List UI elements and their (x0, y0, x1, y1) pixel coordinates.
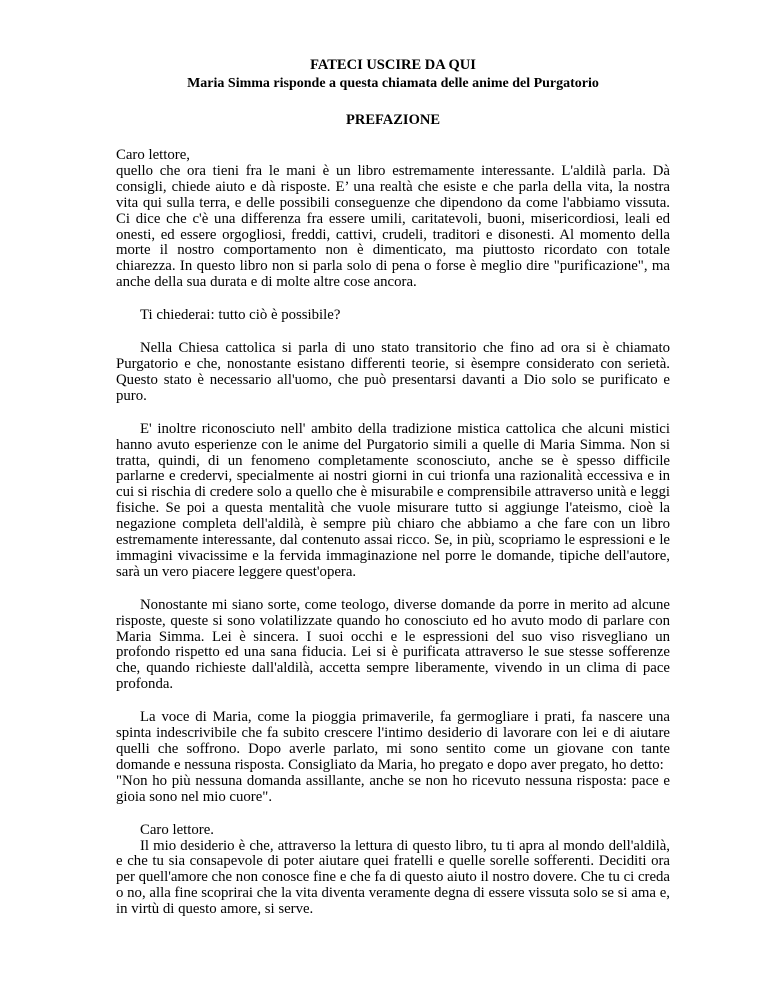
page-subtitle: Maria Simma risponde a questa chiamata delle anime del Purgatorio (187, 76, 599, 91)
paragraph-3: Nella Chiesa cattolica si parla di uno stato transitorio che fino ad ora si è chiamato Purgatorio e che, nonostante esistano differenti teorie, si èsempre considerato con serietà. Questo stato è necessario all'uomo, che può presentarsi davanti a Dio solo se purificato e puro. (116, 340, 670, 404)
greeting: Caro lettore, (116, 147, 190, 163)
paragraph-7: Il mio desiderio è che, attraverso la lettura di questo libro, tu ti apra al mondo dell'aldilà, e che tu sia consapevole di poter aiutare quei fratelli e quelle sorelle sofferenti. Deciditi ora per quell'amore che non conosce fine e che fa di questo aiuto il nostro dovere. Che tu ci creda o no, alla fine scoprirai che la vita diventa veramente degna di essere vissuta solo se si ama e, in virtù di questo amore, si serve. (116, 837, 670, 918)
paragraph-2: Ti chiederai: tutto ciò è possibile? (140, 307, 341, 324)
section-heading: PREFAZIONE (346, 112, 440, 128)
paragraph-closing (116, 823, 670, 918)
paragraph-5: Nonostante mi siano sorte, come teologo, diverse domande da porre in merito ad alcune risposte, queste si sono volatilizzate quando ho conosciuto ed ho avuto modo di parlare con Maria Simma. Lei è sincera. I suoi occhi e le espressioni del suo viso risvegliano un profondo rispetto ed una sana fiducia. Lei si è purificata attraverso le sue stesse sofferenze che, quando richieste dall'aldilà, accetta sempre liberamente, vivendo in un clima di pace profonda. (116, 596, 670, 693)
paragraph-6-block (116, 710, 670, 805)
document-page (116, 56, 670, 918)
document-body (116, 148, 670, 918)
paragraph-1: quello che ora tieni fra le mani è un libro estremamente interessante. L'aldilà parla. Dà consigli, chiede aiuto e dà risposte. E’ una realtà che esiste e che parla della vita, la nostra vita qui sulla terra, e delle possibili conseguenze che dipendono da come l'abbiamo vissuta. Ci dice che c'è una differenza fra essere umili, caritatevoli, buoni, misericordiosi, leali ed onesti, ed essere orgogliosi, freddi, cattivi, crudeli, traditori e disonesti. Al momento della morte il nostro comportamento non è dimenticato, ma piuttosto ricordato con totale chiarezza. In questo libro non si parla solo di pena o forse è meglio dire "purificazione", ma anche della sua durata e di molte altre cose ancora. (116, 162, 670, 291)
paragraph-intro (116, 148, 670, 291)
paragraph-6-quote: "Non ho più nessuna domanda assillante, anche se non ho ricevuto nessuna risposta: pace e gioia sono nel mio cuore". (116, 772, 670, 805)
paragraph-6: La voce di Maria, come la pioggia primaverile, fa germogliare i prati, fa nascere una spinta indescrivibile che fa subito crescere l'intimo desiderio di lavorare con lei e di aiutare quelli che soffrono. Dopo averle parlato, mi sono sentito come un giovane con tante domande e nessuna risposta. Consigliato da Maria, ho pregato e dopo aver pregato, ho detto: (116, 709, 670, 773)
closing-greeting: Caro lettore. (140, 821, 214, 838)
page-title: FATECI USCIRE DA QUI (310, 57, 476, 73)
paragraph-4: E' inoltre riconosciuto nell' ambito della tradizione mistica cattolica che alcuni mistici hanno avuto esperienze con le anime del Purgatorio simili a quelle di Maria Simma. Non si tratta, quindi, di un fenomeno completamente sconosciuto, anche se è spesso difficile parlarne e credervi, specialmente ai nostri giorni in cui trionfa una razionalità eccessiva e in cui si rischia di credere solo a quello che è misurabile e comprensibile attraverso unità e leggi fisiche. Se poi a questa mentalità che vuole misurare tutto si aggiunge l'ateismo, cioè la negazione completa dell'aldilà, è sempre più chiaro che abbiamo a che fare con un libro estremamente interessante, dal contenuto assai ricco. Se, in più, scopriamo le espressioni e le immagini vivacissime e la fervida immaginazione nel porre le domande, tipiche dell'autore, sarà un vero piacere leggere quest'opera. (116, 420, 670, 580)
